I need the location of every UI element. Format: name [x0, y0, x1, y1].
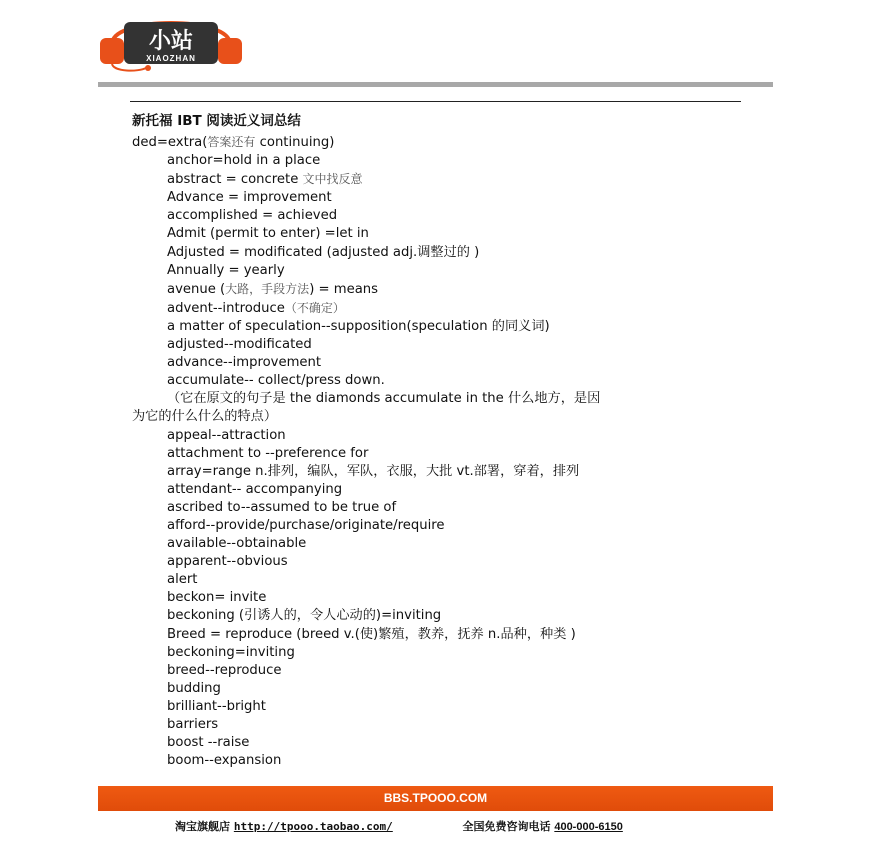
- svg-text:小站: 小站: [148, 29, 194, 54]
- entry-line: Breed = reproduce (breed v.(使)繁殖，教养，抚养 n.品种，种类 ): [167, 626, 576, 642]
- entry-line: appeal--attraction: [167, 427, 286, 443]
- entry-line: Advance = improvement: [167, 190, 332, 206]
- entry-line: alert: [167, 572, 198, 588]
- header-rule: [98, 82, 773, 87]
- note-line: （它在原文的句子是 the diamonds accumulate in the 什么地方，是因: [167, 391, 601, 407]
- title-rule: [130, 101, 741, 102]
- store-label: 淘宝旗舰店: [175, 820, 230, 833]
- entry-line: budding: [167, 680, 221, 696]
- entry-line: barriers: [167, 717, 219, 732]
- document-title: 新托福 IBT 阅读近义词总结: [132, 113, 301, 129]
- entry-line: anchor=hold in a place: [167, 153, 321, 169]
- entry-line: Admit (permit to enter) =let in: [167, 226, 369, 242]
- footer-site-banner[interactable]: [98, 786, 773, 811]
- entry-line: advent--introduce（不确定）: [167, 300, 345, 316]
- entry-line: beckoning=inviting: [167, 644, 295, 660]
- entry-line: adjusted--modificated: [167, 337, 312, 353]
- footer-contact: [175, 818, 623, 834]
- entry-line: boost --raise: [167, 735, 250, 751]
- entry-line: Adjusted = modificated (adjusted adj.调整过的 ): [167, 244, 480, 260]
- entry-line: abstract = concrete 文中找反意: [167, 172, 363, 188]
- entry-line: Annually = yearly: [167, 262, 285, 278]
- entry-line: beckoning (引诱人的，令人心动的)=inviting: [167, 608, 442, 624]
- entry-line: beckon= invite: [167, 590, 267, 606]
- entry-line: brilliant--bright: [167, 698, 266, 714]
- entry-line: breed--reproduce: [167, 662, 282, 678]
- entry-line: boom--expansion: [167, 753, 282, 769]
- phone-number[interactable]: 400-000-6150: [554, 821, 623, 833]
- entry-line: afford--provide/purchase/originate/require: [167, 517, 445, 533]
- xiaozhan-logo: [98, 10, 244, 72]
- svg-text:XIAOZHAN: XIAOZHAN: [146, 54, 196, 63]
- entry-line: accomplished = achieved: [167, 208, 338, 224]
- entry-line: attachment to --preference for: [167, 445, 369, 461]
- entry-line: apparent--obvious: [167, 554, 288, 570]
- entry-line: attendant-- accompanying: [167, 481, 343, 497]
- entry-line: a matter of speculation--supposition(speculation 的同义词): [167, 318, 550, 334]
- note-line-continued: 为它的什么什么的特点）: [132, 409, 278, 425]
- store-link[interactable]: http://tpooo.taobao.com/: [233, 820, 393, 833]
- entry-line: ascribed to--assumed to be true of: [167, 499, 397, 515]
- entry-line: advance--improvement: [167, 355, 322, 371]
- phone-label: 全国免费咨询电话: [462, 820, 551, 833]
- entry-line: avenue (大路，手段方法) = means: [167, 281, 379, 297]
- entry-line: available--obtainable: [167, 536, 307, 552]
- footer-site-link[interactable]: BBS.TPOOO.COM: [383, 791, 488, 805]
- entry-line: array=range n.排列，编队，军队，衣服，大批 vt.部署，穿着，排列: [167, 463, 580, 479]
- entry-line: ded=extra(答案还有 continuing): [132, 135, 335, 150]
- document-body: [132, 133, 744, 770]
- entry-line: accumulate-- collect/press down.: [167, 373, 385, 389]
